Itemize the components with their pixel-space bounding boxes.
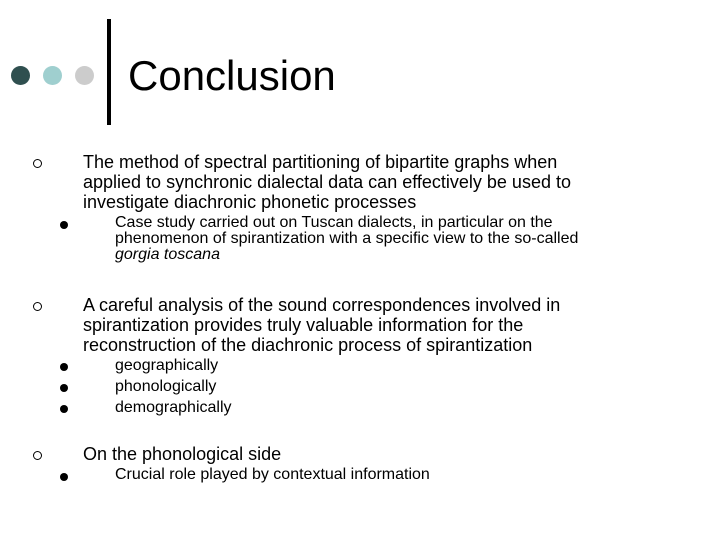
sub-bullet-text: demographically bbox=[115, 399, 232, 416]
bullet-dot-icon bbox=[60, 221, 68, 229]
decorative-dot-gray bbox=[75, 66, 94, 85]
bullet-dot-icon bbox=[60, 384, 68, 392]
bullet-point-text: On the phonological side bbox=[83, 444, 282, 464]
bullet-ring-icon bbox=[33, 302, 42, 311]
bullet-point-text: A careful analysis of the sound correspondences involved in spirantization provides truly valuable information for the reconstruction of the diachronic process of spirantization bbox=[83, 295, 561, 355]
decorative-dot-dark bbox=[11, 66, 30, 85]
bullet-dot-icon bbox=[60, 473, 68, 481]
title-divider bbox=[107, 19, 111, 125]
decorative-dot-teal bbox=[43, 66, 62, 85]
bullet-dot-icon bbox=[60, 405, 68, 413]
sub-bullet-text: Crucial role played by contextual information bbox=[115, 466, 430, 483]
sub-bullet-text: Case study carried out on Tuscan dialects, in particular on the phenomenon of spirantization with a specific view to the so-called gorgia toscana bbox=[115, 214, 579, 263]
bullet-point-text: The method of spectral partitioning of bipartite graphs when applied to synchronic dialectal data can effectively be used to investigate diachronic phonetic processes bbox=[83, 152, 571, 212]
bullet-dot-icon bbox=[60, 363, 68, 371]
bullet-ring-icon bbox=[33, 451, 42, 460]
bullet-ring-icon bbox=[33, 159, 42, 168]
slide-title: Conclusion bbox=[128, 52, 336, 99]
sub-bullet-text: geographically bbox=[115, 357, 219, 374]
sub-bullet-text: phonologically bbox=[115, 378, 217, 395]
